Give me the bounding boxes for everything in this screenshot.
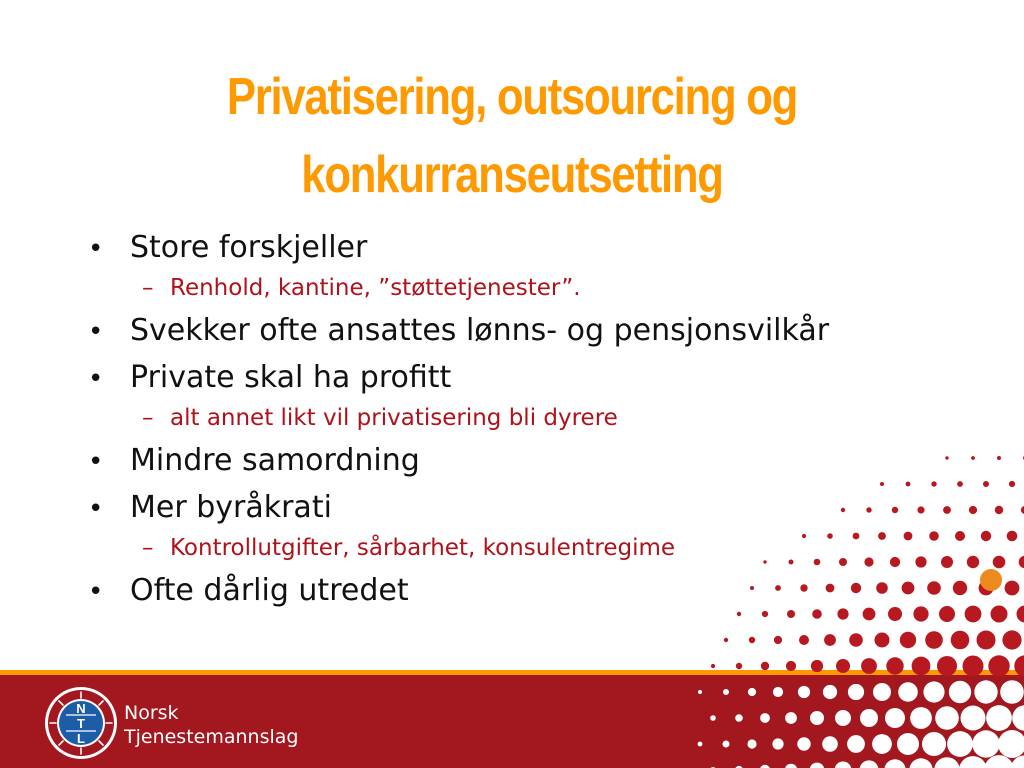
slide-title-line-2: konkurranseutsetting — [301, 146, 723, 204]
logo-letter-n: N — [76, 701, 86, 716]
bullet-list — [84, 228, 964, 612]
decorative-dot — [967, 556, 979, 568]
decorative-dot — [991, 606, 1008, 623]
bullet-text: Svekker ofte ansattes lønns- og pensjonsvilkår — [130, 313, 830, 348]
sub-bullet-item — [142, 401, 964, 435]
dash-marker: – — [142, 405, 154, 431]
decorative-dot — [900, 632, 916, 648]
logo-letter-l: L — [77, 731, 85, 746]
bullet-item — [84, 358, 964, 399]
sub-bullet-text: alt annet likt vil privatisering bli dyrere — [170, 405, 618, 431]
bullet-text: Mindre samordning — [130, 443, 420, 478]
decorative-dot — [971, 456, 975, 460]
sub-bullet-item — [142, 531, 964, 565]
decorative-dot — [995, 506, 1003, 514]
sub-bullet-item — [142, 271, 964, 305]
decorative-dot — [875, 633, 890, 648]
decorative-dot — [711, 664, 715, 668]
sub-bullet-text: Renhold, kantine, ”støttetjenester”. — [170, 275, 581, 301]
decorative-dot — [774, 636, 782, 644]
logo-letter-t: T — [77, 716, 85, 731]
decorative-dot — [1007, 531, 1018, 542]
bullet-text: Private skal ha profitt — [130, 360, 452, 395]
decorative-dot — [724, 638, 728, 642]
decorative-dot — [799, 635, 809, 645]
decorative-dot — [997, 456, 1001, 460]
ntl-logo-icon — [44, 686, 118, 760]
decorative-dot — [1019, 556, 1024, 569]
decorative-dot — [1017, 606, 1024, 623]
bullet-item — [84, 228, 964, 269]
slide-title — [116, 58, 909, 214]
decorative-dot — [965, 606, 982, 623]
bullet-item — [84, 571, 964, 612]
decorative-dot — [736, 663, 742, 669]
sub-bullet-text: Kontrollutgifter, sårbarhet, konsulentregime — [170, 535, 676, 561]
decorative-dot — [969, 506, 977, 514]
decorative-dot — [849, 633, 863, 647]
bullet-marker: • — [88, 577, 104, 607]
decorative-dot — [824, 634, 836, 646]
bullet-marker: • — [88, 494, 104, 524]
organization-name-line-1: Norsk — [124, 702, 179, 724]
organization-name-line-2: Tjenestemannslag — [124, 726, 299, 748]
bullet-item — [84, 441, 964, 482]
decorative-dot — [951, 631, 970, 650]
decorative-dot — [979, 581, 994, 596]
dash-marker: – — [142, 535, 154, 561]
slide-title-line-1: Privatisering, outsourcing og — [226, 68, 798, 126]
bullet-marker: • — [88, 317, 104, 347]
decorative-dot — [749, 637, 755, 643]
dash-marker: – — [142, 275, 154, 301]
decorative-dot — [1005, 581, 1020, 596]
bullet-text: Ofte dårlig utredet — [130, 573, 409, 608]
bullet-item — [84, 488, 964, 529]
decorative-dot — [983, 481, 989, 487]
decorative-dot — [993, 556, 1006, 569]
decorative-dot — [737, 612, 741, 616]
decorative-dot — [925, 631, 943, 649]
bullet-marker: • — [88, 234, 104, 264]
bullet-marker: • — [88, 447, 104, 477]
organization-name — [124, 701, 298, 749]
bullet-text: Mer byråkrati — [130, 490, 332, 525]
bullet-marker: • — [88, 364, 104, 394]
decorative-dot — [977, 631, 996, 650]
decorative-dot-accent — [980, 569, 1002, 591]
decorative-dot — [1002, 630, 1021, 649]
decorative-dot — [761, 662, 769, 670]
bullet-item — [84, 311, 964, 352]
bullet-text: Store forskjeller — [130, 230, 368, 265]
decorative-dot — [1009, 481, 1015, 487]
decorative-dot — [981, 531, 991, 541]
